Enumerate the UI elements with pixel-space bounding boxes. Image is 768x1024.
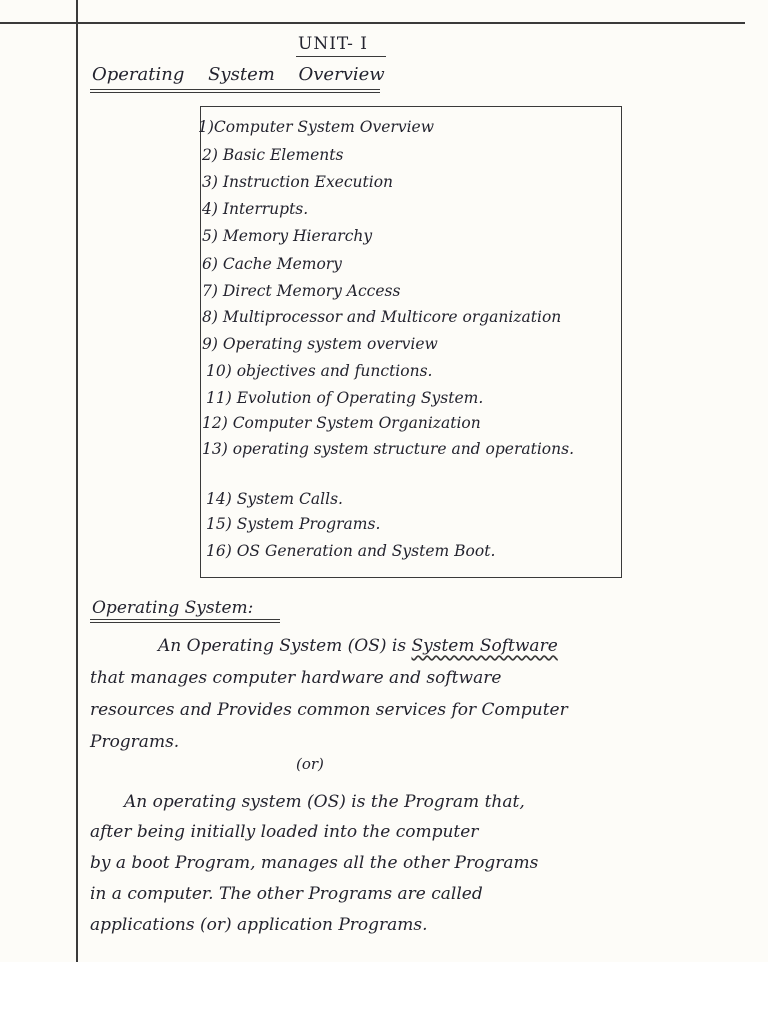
topic-item: 9) Operating system overview [202,335,438,353]
paragraph-line [158,636,558,656]
section-heading: Operating System: [92,598,254,618]
topic-item: 14) System Calls. [206,490,343,508]
page-title: Operating System Overview [92,64,385,85]
topic-item: 10) objectives and functions. [206,362,433,380]
topic-item: 8) Multiprocessor and Multicore organization [202,308,562,326]
topic-item: 6) Cache Memory [202,255,342,273]
title-underline-second [90,92,380,93]
paragraph-line: after being initially loaded into the computer [90,822,479,842]
margin-line [76,0,78,962]
page-bottom-margin [0,962,768,1024]
paragraph-line: that manages computer hardware and software [90,668,502,688]
topic-item: 4) Interrupts. [202,200,309,218]
paragraph-line: Programs. [90,732,180,752]
paragraph-line: resources and Provides common services for Computer [90,700,568,720]
topic-item: 13) operating system structure and operations. [202,440,574,458]
paragraph-line: applications (or) application Programs. [90,915,428,935]
paragraph-line: by a boot Program, manages all the other Programs [90,853,539,873]
definition-text: An Operating System (OS) is [158,636,412,656]
topic-item: 5) Memory Hierarchy [202,227,373,245]
topic-item: 3) Instruction Execution [202,173,394,191]
topic-item: 1)Computer System Overview [198,118,434,136]
topic-item: 16) OS Generation and System Boot. [206,542,496,560]
title-underline [90,89,380,90]
paragraph-line: in a computer. The other Programs are called [90,884,483,904]
topic-item: 12) Computer System Organization [202,414,481,432]
unit-heading: UNIT- I [298,34,368,54]
section-heading-underline-second [90,622,280,623]
topic-item: 11) Evolution of Operating System. [206,389,484,407]
unit-underline [296,56,386,57]
topic-item: 15) System Programs. [206,515,381,533]
top-rule-line [0,22,745,24]
topic-item: 7) Direct Memory Access [202,282,401,300]
or-separator: (or) [296,755,324,773]
topic-item: 2) Basic Elements [202,146,344,164]
key-term: System Software [411,636,558,656]
paragraph-line: An operating system (OS) is the Program that, [124,792,525,812]
section-heading-underline [90,619,280,620]
